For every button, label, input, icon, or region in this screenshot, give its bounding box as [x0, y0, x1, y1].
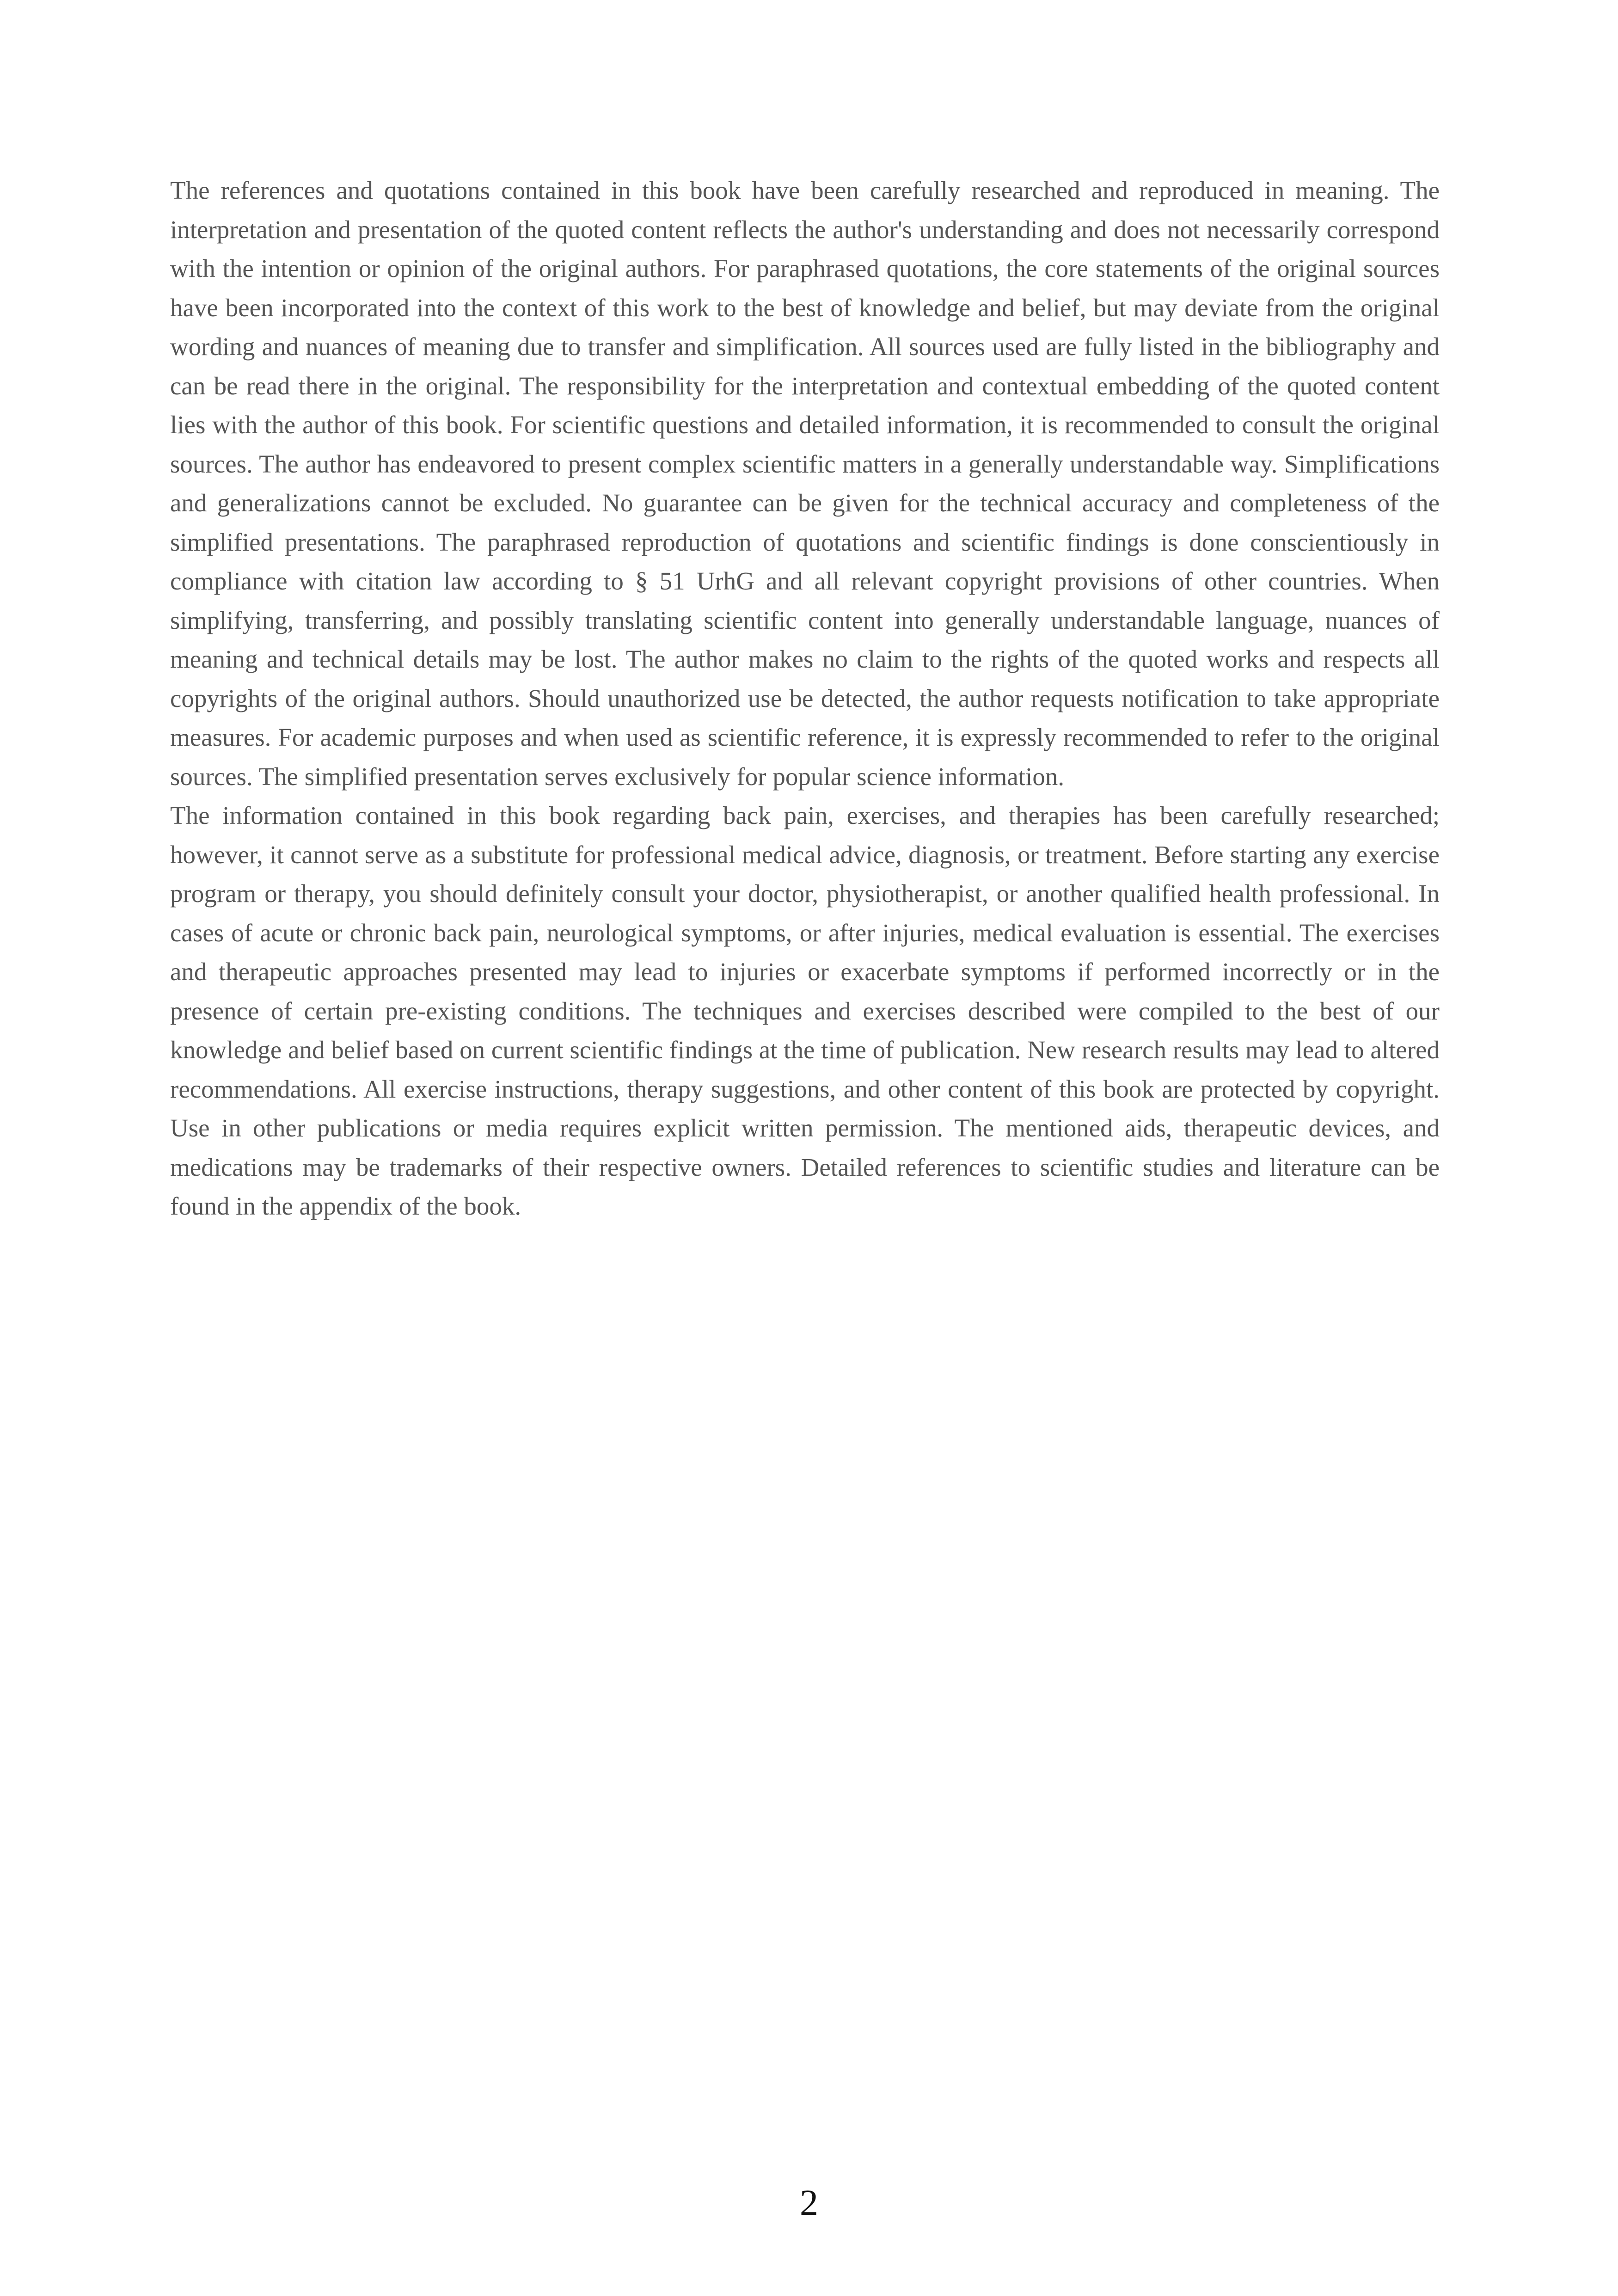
- paragraph-citation-disclaimer: The references and quotations contained in this book have been carefully researched and reproduced in meaning. The interpretation and presentation of the quoted content reflects the author's understanding and does not necessarily correspond with the intention or opinion of the original authors. For paraphrased quotations, the core statements of the original sources have been incorporated into the context of this work to the best of knowledge and belief, but may deviate from the original wording and nuances of meaning due to transfer and simplification. All sources used are fully listed in the bibliography and can be read there in the original. The responsibility for the interpretation and contextual embedding of the quoted content lies with the author of this book. For scientific questions and detailed information, it is recommended to consult the original sources. The author has endeavored to present complex scientific matters in a generally understandable way. Simplifications and generalizations cannot be excluded. No guarantee can be given for the technical accuracy and completeness of the simplified presentations. The paraphrased reproduction of quotations and scientific findings is done conscientiously in compliance with citation law according to § 51 UrhG and all relevant copyright provisions of other countries. When simplifying, transferring, and possibly translating scientific content into generally understandable language, nuances of meaning and technical details may be lost. The author makes no claim to the rights of the quoted works and respects all copyrights of the original authors. Should unauthorized use be detected, the author requests notification to take appropriate measures. For academic purposes and when used as scientific reference, it is expressly recommended to refer to the original sources. The simplified presentation serves exclusively for popular science information.: [170, 176, 1440, 791]
- paragraph-medical-disclaimer: The information contained in this book regarding back pain, exercises, and therapies has been carefully researched; however, it cannot serve as a substitute for professional medical advice, diagnosis, or treatment. Before starting any exercise program or therapy, you should definitely consult your doctor, physiotherapist, or another qualified health professional. In cases of acute or chronic back pain, neurological symptoms, or after injuries, medical evaluation is essential. The exercises and therapeutic approaches presented may lead to injuries or exacerbate symptoms if performed incorrectly or in the presence of certain pre-existing conditions. The techniques and exercises described were compiled to the best of our knowledge and belief based on current scientific findings at the time of publication. New research results may lead to altered recommendations. All exercise instructions, therapy suggestions, and other content of this book are protected by copyright. Use in other publications or media requires explicit written permission. The mentioned aids, therapeutic devices, and medications may be trademarks of their respective owners. Detailed references to scientific studies and literature can be found in the appendix of the book.: [170, 801, 1440, 1220]
- page-number: 2: [800, 2183, 818, 2223]
- body-text: [170, 171, 1440, 1226]
